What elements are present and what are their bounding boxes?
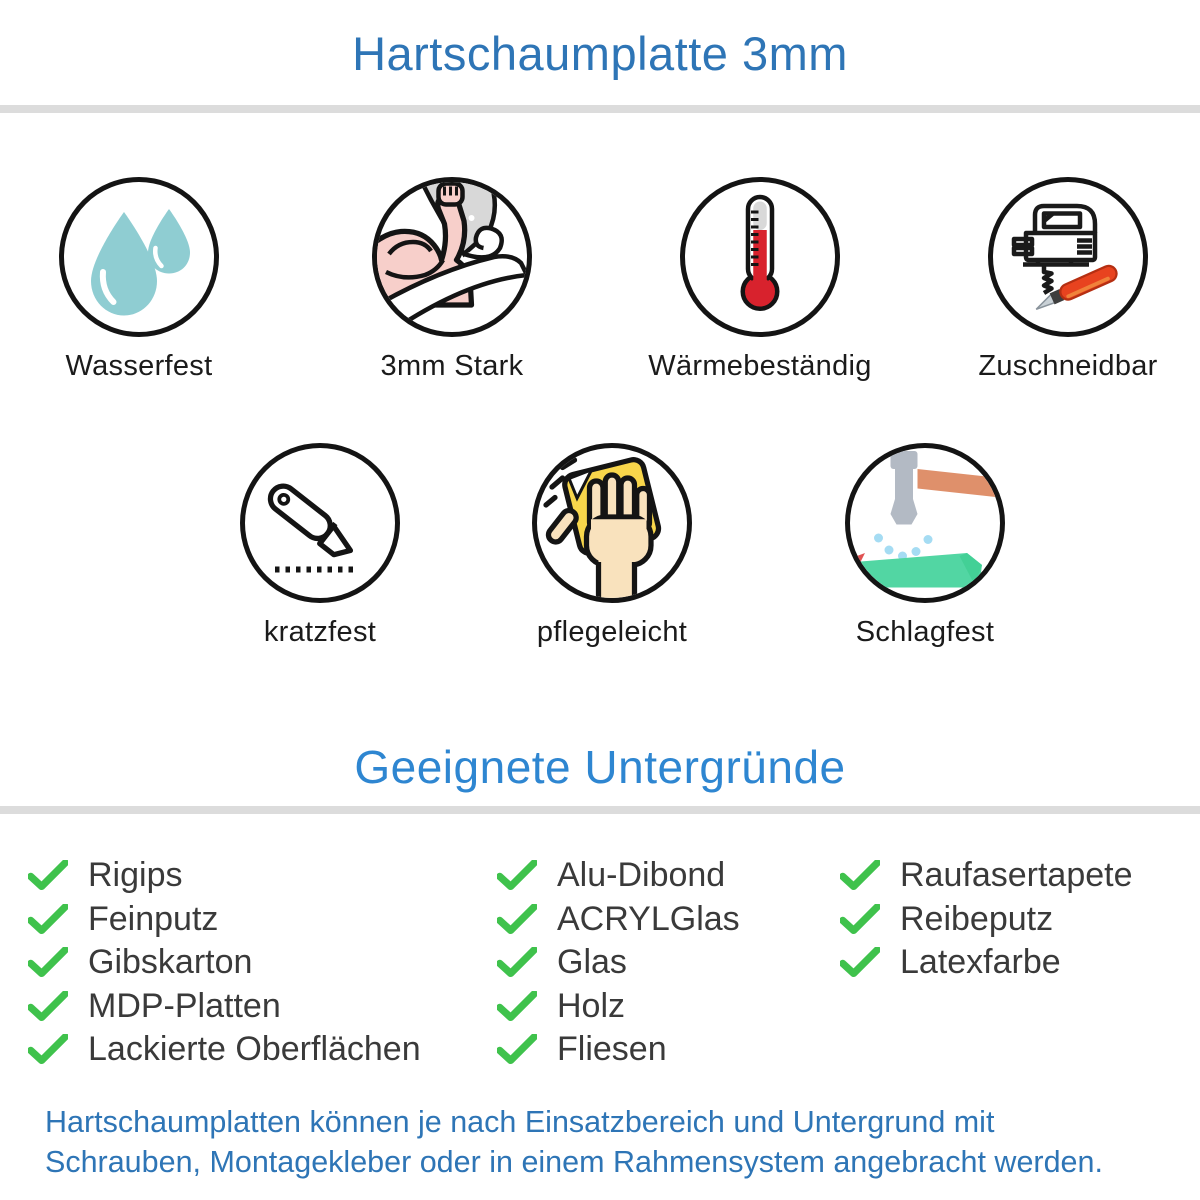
checkmark-icon xyxy=(497,991,537,1022)
substrate-label: Alu-Dibond xyxy=(557,856,726,895)
utility-knife-icon xyxy=(245,448,395,598)
cleaning-hand-cloth-icon xyxy=(537,448,687,598)
thermometer-circle xyxy=(680,177,840,337)
utility-knife-circle xyxy=(240,443,400,603)
jigsaw-circle xyxy=(988,177,1148,337)
substrate-label: Latexfarbe xyxy=(900,943,1061,982)
substrates-column-2 xyxy=(497,854,740,1072)
checkmark-icon xyxy=(497,947,537,978)
list-item xyxy=(28,898,421,942)
section-heading: Geeignete Untergründe xyxy=(354,741,846,793)
water-drops-circle xyxy=(59,177,219,337)
water-drops-icon xyxy=(64,182,214,332)
feature-schlagfest xyxy=(795,443,1055,649)
checkmark-icon xyxy=(497,860,537,891)
feature-zuschneidbar xyxy=(938,177,1198,383)
checkmark-icon xyxy=(840,904,880,935)
feature-kratzfest xyxy=(190,443,450,649)
checkmark-icon xyxy=(497,904,537,935)
substrates-column-3 xyxy=(840,854,1133,985)
substrate-label: Fliesen xyxy=(557,1030,667,1069)
page-title: Hartschaumplatte 3mm xyxy=(352,27,848,80)
substrate-label: Reibeputz xyxy=(900,899,1054,938)
list-item xyxy=(840,898,1133,942)
feature-label: Schlagfest xyxy=(855,616,995,648)
list-item xyxy=(28,854,421,898)
checkmark-icon xyxy=(28,904,68,935)
checkmark-icon xyxy=(28,1034,68,1065)
feature-waermebestaendig xyxy=(630,177,890,383)
substrate-label: Feinputz xyxy=(88,899,219,938)
cleaning-hand-circle xyxy=(532,443,692,603)
feature-label: Wasserfest xyxy=(65,350,213,382)
jigsaw-and-cutter-icon xyxy=(993,182,1143,332)
substrate-label: Gibskarton xyxy=(88,943,253,982)
checkmark-icon xyxy=(28,860,68,891)
substrate-label: Lackierte Oberflächen xyxy=(88,1030,421,1069)
feature-label: Zuschneidbar xyxy=(978,350,1158,382)
list-item xyxy=(497,985,740,1029)
list-item xyxy=(840,941,1133,985)
list-item xyxy=(497,1028,740,1072)
divider-top xyxy=(0,105,1200,113)
feature-label: Wärmebeständig xyxy=(648,350,872,382)
substrate-label: Glas xyxy=(557,943,627,982)
feature-label: 3mm Stark xyxy=(380,350,524,382)
substrate-label: Rigips xyxy=(88,856,183,895)
muscle-arm-circle xyxy=(372,177,532,337)
muscle-arm-foam-roll-icon xyxy=(377,182,527,332)
checkmark-icon xyxy=(840,947,880,978)
list-item xyxy=(28,985,421,1029)
thermometer-icon xyxy=(685,182,835,332)
mounting-note-line-2: Schrauben, Montagekleber oder in einem Rahmensystem angebracht werden. xyxy=(45,1144,1103,1179)
substrates-column-1 xyxy=(28,854,421,1072)
substrate-label: MDP-Platten xyxy=(88,986,281,1025)
substrate-label: Raufasertapete xyxy=(900,856,1133,895)
list-item xyxy=(497,898,740,942)
list-item xyxy=(28,941,421,985)
divider-middle xyxy=(0,806,1200,814)
mounting-note xyxy=(45,1103,1103,1182)
substrate-label: ACRYLGlas xyxy=(557,899,740,938)
list-item xyxy=(497,854,740,898)
hammer-impact-icon xyxy=(850,448,1000,598)
checkmark-icon xyxy=(28,991,68,1022)
feature-label: pflegeleicht xyxy=(536,616,688,648)
feature-pflegeleicht xyxy=(482,443,742,649)
checkmark-icon xyxy=(497,1034,537,1065)
list-item xyxy=(840,854,1133,898)
feature-wasserfest xyxy=(9,177,269,383)
mounting-note-line-1: Hartschaumplatten können je nach Einsatzbereich und Untergrund mit xyxy=(45,1105,995,1139)
checkmark-icon xyxy=(28,947,68,978)
feature-label: kratzfest xyxy=(263,616,377,648)
list-item xyxy=(28,1028,421,1072)
substrate-label: Holz xyxy=(557,986,626,1025)
list-item xyxy=(497,941,740,985)
feature-3mm-stark xyxy=(322,177,582,383)
hammer-circle xyxy=(845,443,1005,603)
checkmark-icon xyxy=(840,860,880,891)
